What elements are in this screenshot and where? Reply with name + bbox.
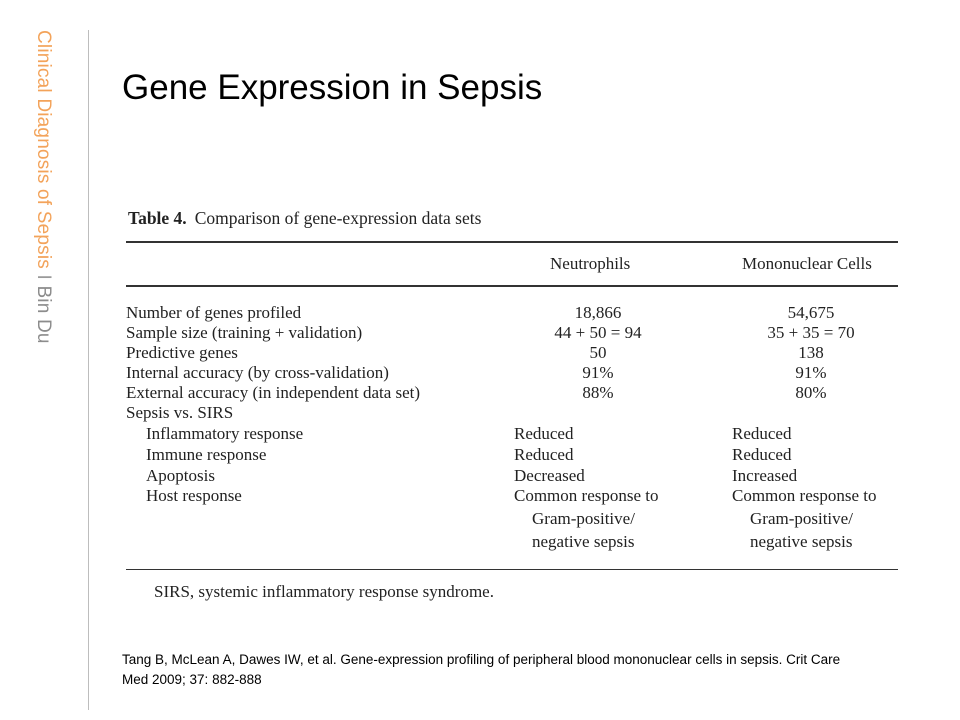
sidebar-topic: Clinical Diagnosis of Sepsis bbox=[33, 30, 54, 269]
row-label: Sample size (training + validation) bbox=[126, 322, 363, 342]
table-number: Table 4. bbox=[128, 208, 187, 228]
cell-mononuclear: 91% bbox=[795, 362, 827, 382]
sidebar-title bbox=[32, 30, 72, 410]
cell-neutrophils: 91% bbox=[582, 362, 614, 382]
sidebar-author: Bin Du bbox=[33, 285, 54, 344]
cell-neutrophils: Reduced bbox=[514, 444, 574, 464]
table-body bbox=[126, 287, 898, 569]
row-label: External accuracy (in independent data set) bbox=[126, 382, 421, 402]
table-figure bbox=[126, 208, 898, 602]
cell-neutrophils: 88% bbox=[582, 382, 614, 402]
cell-mononuclear: 138 bbox=[798, 342, 824, 362]
table-caption bbox=[128, 208, 898, 229]
table-bottom-rule bbox=[126, 569, 898, 571]
row-label: Apoptosis bbox=[146, 465, 215, 485]
row-label: Internal accuracy (by cross-validation) bbox=[126, 362, 389, 382]
cell-mononuclear: Gram-positive/ bbox=[750, 508, 853, 528]
cell-mononuclear: 54,675 bbox=[787, 302, 835, 322]
cell-neutrophils: Gram-positive/ bbox=[532, 508, 635, 528]
cell-neutrophils: 44 + 50 = 94 bbox=[554, 322, 642, 342]
row-label: Number of genes profiled bbox=[126, 302, 302, 322]
column-header-neutrophils: Neutrophils bbox=[550, 254, 631, 273]
sidebar-separator: I bbox=[33, 274, 54, 280]
sidebar-vertical-text bbox=[32, 30, 54, 344]
citation-line-2: Med 2009; 37: 882-888 bbox=[122, 672, 262, 687]
cell-neutrophils: Decreased bbox=[514, 465, 585, 485]
table-caption-text: Comparison of gene-expression data sets bbox=[194, 208, 482, 228]
cell-mononuclear: Reduced bbox=[732, 444, 792, 464]
citation-line-1: Tang B, McLean A, Dawes IW, et al. Gene-expression profiling of peripheral blood mononuclear cells in sepsis. Crit Care bbox=[122, 652, 841, 667]
group-label: Sepsis vs. SIRS bbox=[126, 402, 234, 422]
cell-mononuclear: 35 + 35 = 70 bbox=[767, 322, 855, 342]
cell-mononuclear: Increased bbox=[732, 465, 798, 485]
cell-neutrophils: negative sepsis bbox=[532, 531, 635, 551]
slide-title: Gene Expression in Sepsis bbox=[122, 68, 543, 107]
table-footnote: SIRS, systemic inflammatory response syndrome. bbox=[154, 582, 494, 601]
cell-neutrophils: Common response to bbox=[514, 485, 659, 505]
citation bbox=[122, 650, 912, 690]
cell-neutrophils: 18,866 bbox=[574, 302, 622, 322]
column-header-mononuclear: Mononuclear Cells bbox=[742, 254, 872, 273]
cell-mononuclear: negative sepsis bbox=[750, 531, 853, 551]
cell-neutrophils: Reduced bbox=[514, 423, 574, 443]
row-label: Immune response bbox=[146, 444, 267, 464]
row-label: Inflammatory response bbox=[146, 423, 304, 443]
row-label: Predictive genes bbox=[126, 342, 238, 362]
cell-mononuclear: Common response to bbox=[732, 485, 877, 505]
table-header-row bbox=[126, 243, 898, 285]
sidebar-divider bbox=[88, 30, 89, 710]
cell-neutrophils: 50 bbox=[589, 342, 607, 362]
row-label: Host response bbox=[146, 485, 242, 505]
cell-mononuclear: 80% bbox=[795, 382, 827, 402]
cell-mononuclear: Reduced bbox=[732, 423, 792, 443]
